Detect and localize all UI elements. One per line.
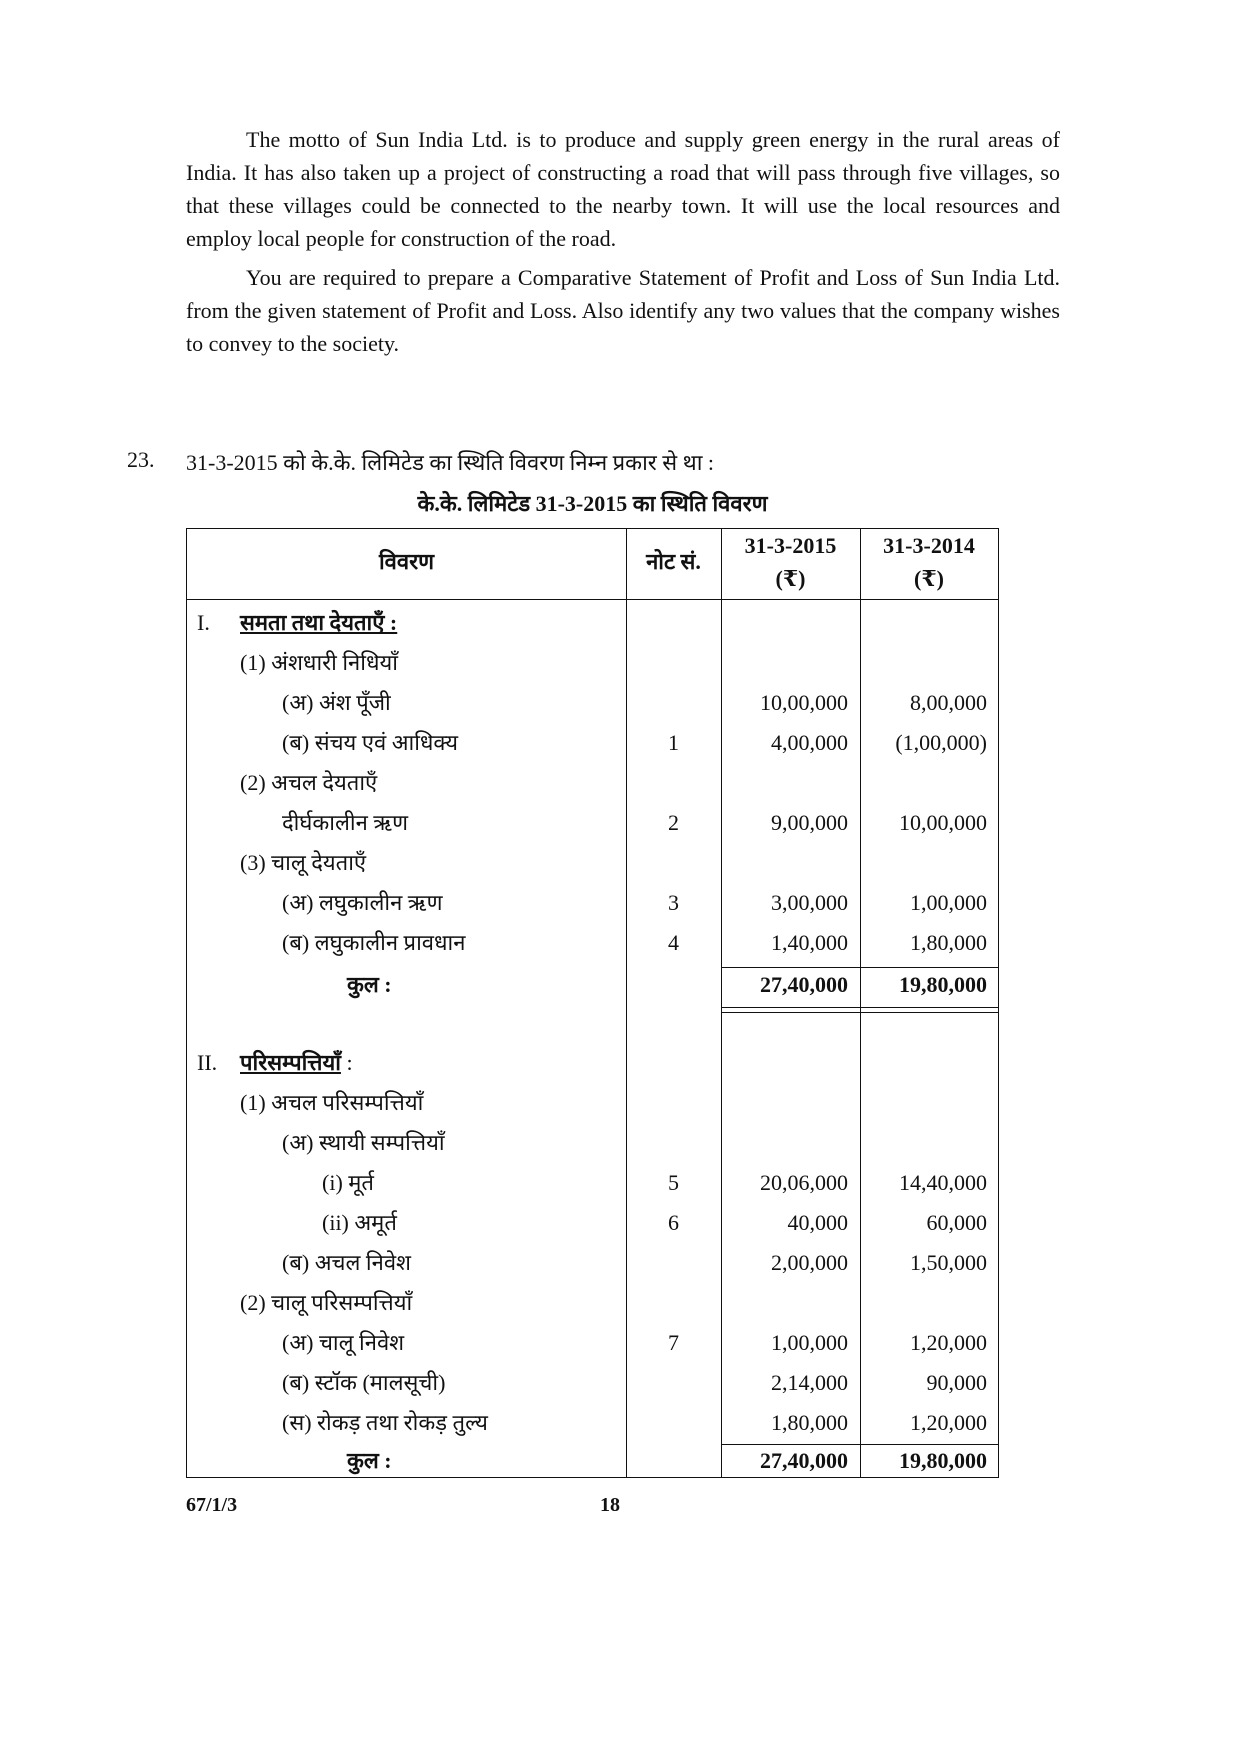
note-number: 2 [668, 810, 679, 835]
total-2014: 19,80,000 [899, 1448, 987, 1473]
value-2014: 60,000 [926, 1210, 987, 1235]
page-number: 18 [600, 1494, 620, 1516]
table-row-label: (स) रोकड़ तथा रोकड़ तुल्य [282, 1410, 488, 1435]
intro-paragraph-1 [186, 123, 1060, 255]
balance-sheet-table: विवरण नोट सं. 31-3-2015 (₹) 31-3-2014 (₹) I. समता तथा देयताएँ : (1) अंशधारी निधियाँ (अ) अंश पूँजी 10,00,000 8,00,000 (ब) संचय एवं आधिक्य 1 4,00,000 (1,00,000) (2) अचल देयताएँ दीर्घकालीन ऋण 2 9,00,000 10,00,000 (3) चालू देयताएँ (अ) लघुकालीन ऋण 3 3,00,000 1,00,000 (ब) लघुकालीन प्रावधान 4 1,40,000 1,80,000 कुल : 27,40,000 19,80,000 II. परिसम्पत्तियाँ : (1) अचल परिसम्पत्तियाँ (अ) स्थायी सम्पत्तियाँ (i) मूर्त 5 20,06,000 14,40,000 (ii) अमूर्त 6 40,000 60,000 (ब) अचल निवेश 2,00,000 1,50,000 (2) चालू परिसम्पत्तियाँ (अ) चालू निवेश 7 1,00,000 1,20,000 (ब) स्टॉक (मालसूची) 2,14,000 90,000 (स) रोकड़ तथा रोकड़ तुल्य 1,80,000 1,20,000 कुल : 27,40,000 19,80,000 [186, 528, 999, 1478]
table-row-label: (ब) अचल निवेश [282, 1250, 412, 1275]
value-2015: 40,000 [787, 1210, 848, 1235]
value-2014: 1,20,000 [910, 1410, 987, 1435]
note-number: 5 [668, 1170, 679, 1195]
header-note: नोट सं. [646, 549, 701, 574]
question-number: 23. [127, 447, 155, 472]
value-2015: 1,40,000 [771, 930, 848, 955]
value-2015: 2,00,000 [771, 1250, 848, 1275]
header-particulars: विवरण [378, 549, 435, 574]
table-row-label: (2) अचल देयताएँ [240, 770, 378, 795]
header-currency-2014: (₹) [914, 566, 944, 591]
total-label: कुल : [347, 972, 392, 997]
intro-paragraph-1-text: The motto of Sun India Ltd. is to produce and supply green energy in the rural areas of India. It has also taken up a project of constructing a road that will pass through five villages, so that these villages could be connected to the nearby town. It will use the local resources and employ local people for construction of the road. [186, 127, 1060, 251]
total-rule-bottom-double [721, 1012, 998, 1013]
table-row-label: (2) चालू परिसम्पत्तियाँ [240, 1290, 413, 1315]
header-currency-2015: (₹) [775, 566, 806, 591]
section-label: I. [197, 610, 210, 635]
header-year-2015: 31-3-2015 [744, 533, 837, 558]
table-row-label: (ii) अमूर्त [322, 1210, 397, 1235]
value-2014: 90,000 [926, 1370, 987, 1395]
total-2015: 27,40,000 [760, 1448, 848, 1473]
note-number: 4 [668, 930, 679, 955]
section-label: II. [197, 1050, 218, 1075]
note-number: 1 [668, 730, 679, 755]
paper-code: 67/1/3 [186, 1494, 238, 1516]
total-label: कुल : [347, 1448, 392, 1473]
table-row-label: (3) चालू देयताएँ [240, 850, 367, 875]
table-row-label: दीर्घकालीन ऋण [282, 810, 408, 835]
table-row-label: (ब) स्टॉक (मालसूची) [282, 1370, 446, 1395]
total-rule-top [721, 1444, 998, 1445]
value-2015: 2,14,000 [771, 1370, 848, 1395]
table-row-label: (अ) चालू निवेश [282, 1330, 405, 1355]
value-2014: 1,00,000 [910, 890, 987, 915]
value-2015: 4,00,000 [771, 730, 848, 755]
value-2014: 1,20,000 [910, 1330, 987, 1355]
table-title: के.के. लिमिटेड 31-3-2015 का स्थिति विवरण [417, 491, 768, 516]
table-row-label: (अ) अंश पूँजी [282, 690, 391, 715]
value-2015: 1,00,000 [771, 1330, 848, 1355]
table-row-label: (i) मूर्त [322, 1170, 374, 1195]
total-2015: 27,40,000 [760, 972, 848, 997]
value-2014: 1,80,000 [910, 930, 987, 955]
question-text: 31-3-2015 को के.के. लिमिटेड का स्थिति विवरण निम्न प्रकार से था : [186, 450, 715, 475]
section-heading-equity-liabilities: समता तथा देयताएँ : [240, 610, 398, 635]
table-row-label: (ब) लघुकालीन प्रावधान [282, 930, 466, 955]
section-heading-assets: परिसम्पत्तियाँ [240, 1050, 341, 1075]
intro-paragraph-2 [186, 261, 1060, 360]
total-rule-top [721, 967, 998, 968]
table-row-label: (1) अचल परिसम्पत्तियाँ [240, 1090, 424, 1115]
value-2015: 9,00,000 [771, 810, 848, 835]
note-number: 6 [668, 1210, 679, 1235]
value-2015: 20,06,000 [760, 1170, 848, 1195]
value-2014: 8,00,000 [910, 690, 987, 715]
table-row-label: (अ) लघुकालीन ऋण [282, 890, 443, 915]
intro-paragraph-2-text: You are required to prepare a Comparative Statement of Profit and Loss of Sun India Ltd. from the given statement of Profit and Loss. Also identify any two values that the company wishes to convey to the society. [186, 265, 1060, 356]
note-number: 3 [668, 890, 679, 915]
value-2014: (1,00,000) [895, 730, 987, 755]
note-number: 7 [668, 1330, 679, 1355]
table-row-label: (ब) संचय एवं आधिक्य [282, 730, 458, 755]
value-2015: 3,00,000 [771, 890, 848, 915]
value-2015: 10,00,000 [760, 690, 848, 715]
header-divider [187, 599, 998, 600]
header-year-2014: 31-3-2014 [883, 533, 975, 558]
table-row-label: (अ) स्थायी सम्पत्तियाँ [282, 1130, 445, 1155]
table-row-label: (1) अंशधारी निधियाँ [240, 650, 398, 675]
value-2014: 10,00,000 [899, 810, 987, 835]
total-2014: 19,80,000 [899, 972, 987, 997]
value-2014: 1,50,000 [910, 1250, 987, 1275]
value-2014: 14,40,000 [899, 1170, 987, 1195]
total-rule-bottom [721, 1007, 998, 1008]
value-2015: 1,80,000 [771, 1410, 848, 1435]
